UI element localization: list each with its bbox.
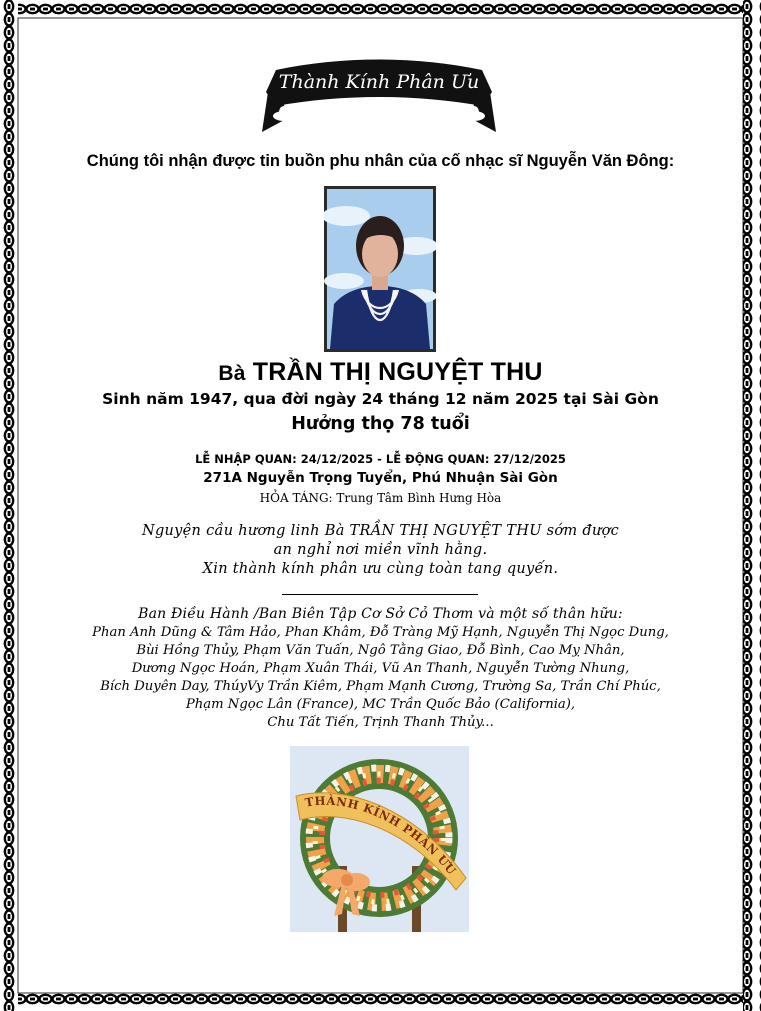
funeral-address: 271A Nguyễn Trọng Tuyển, Phú Nhuận Sài Gòn: [203, 470, 558, 486]
rites-dates: LỄ NHẬP QUAN: 24/12/2025 - LỄ ĐỘNG QUAN: 27/12/2025: [195, 452, 566, 466]
life-dates: Sinh năm 1947, qua đời ngày 24 tháng 12 năm 2025 tại Sài Gòn: [102, 390, 659, 408]
prayer-line: an nghỉ nơi miền vĩnh hằng.: [273, 542, 488, 558]
signatories-line: Bích Duyên Day, ThúyVy Trần Kiêm, Phạm Mạnh Cương, Trường Sa, Trần Chí Phúc,: [100, 679, 661, 694]
name-text: TRẦN THỊ NGUYỆT THU: [252, 358, 543, 386]
portrait-photo: [324, 186, 436, 352]
condolence-banner: [262, 52, 496, 136]
signatories-title: Ban Điều Hành /Ban Biên Tập Cơ Sở Cỏ Thơm và một số thân hữu:: [138, 606, 623, 622]
cremation-info: HỎA TÁNG: Trung Tâm Bình Hưng Hòa: [259, 491, 502, 505]
signatories-line: Phan Anh Dũng & Tâm Hảo, Phan Khâm, Đỗ Tràng Mỹ Hạnh, Nguyễn Thị Ngọc Dung,: [92, 625, 669, 640]
signatories-line: Dương Ngọc Hoán, Phạm Xuân Thái, Vũ An Thanh, Nguyễn Tường Nhung,: [131, 661, 630, 676]
signatories-line: Phạm Ngọc Lân (France), MC Trần Quốc Bảo (California),: [185, 697, 576, 712]
age-text: Hưởng thọ 78 tuổi: [291, 414, 470, 434]
banner-text: Thành Kính Phân Ưu: [278, 71, 480, 93]
name-prefix: Bà: [218, 362, 246, 385]
signatories-line: Chu Tất Tiến, Trịnh Thanh Thủy...: [267, 715, 494, 730]
prayer-line: Xin thành kính phân ưu cùng toàn tang quyến.: [202, 561, 559, 577]
intro-text: Chúng tôi nhận được tin buồn phu nhân của cố nhạc sĩ Nguyễn Văn Đông:: [86, 152, 675, 170]
signatories-line: Bùi Hồng Thủy, Phạm Văn Tuấn, Ngô Tằng Giao, Đỗ Bình, Cao Mỵ Nhân,: [136, 643, 625, 658]
flower-wreath: [290, 746, 469, 932]
wreath-ribbon-text: THÀNH KÍNH PHÂN ƯU: [303, 793, 460, 878]
deceased-name: [0, 358, 761, 387]
divider: [282, 594, 478, 595]
prayer-line: Nguyện cầu hương linh Bà TRẦN THỊ NGUYỆT THU sớm được: [141, 523, 620, 539]
